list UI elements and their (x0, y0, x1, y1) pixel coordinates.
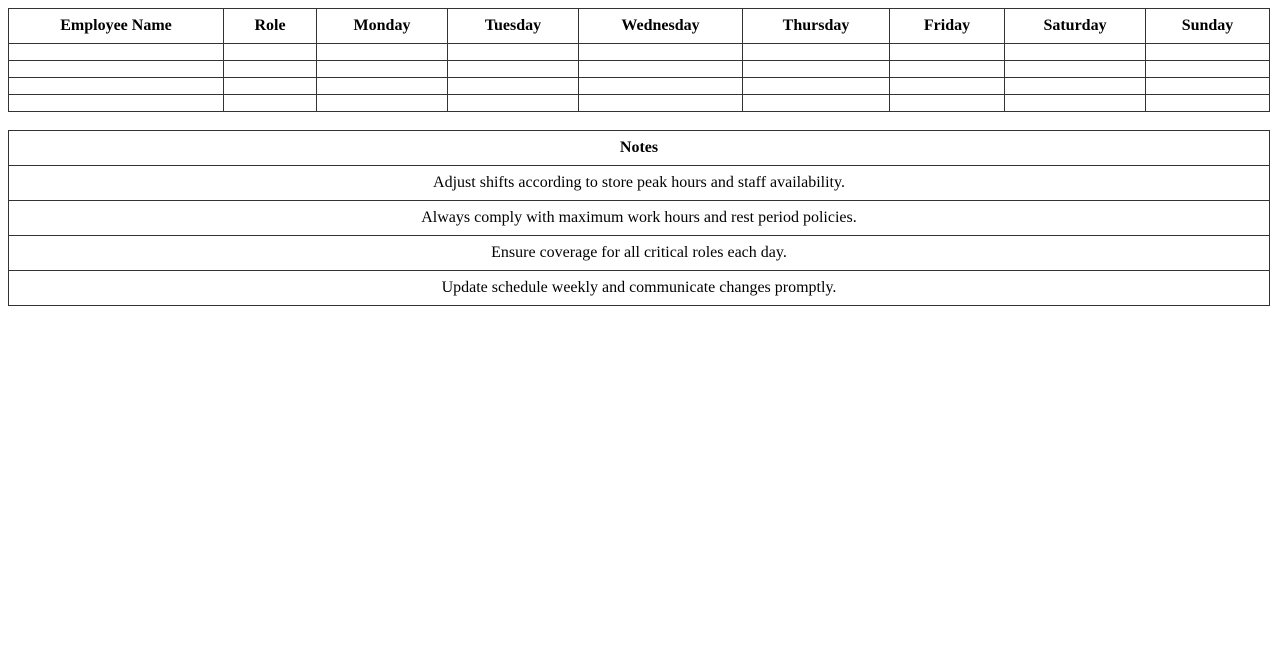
schedule-header-row (9, 9, 1270, 44)
table-cell[interactable] (317, 44, 448, 61)
list-item (9, 271, 1270, 306)
table-cell[interactable] (9, 78, 224, 95)
column-header-employee-name: Employee Name (9, 9, 224, 44)
table-cell[interactable] (743, 61, 890, 78)
list-item (9, 236, 1270, 271)
table-cell[interactable] (579, 95, 743, 112)
column-header-tuesday: Tuesday (448, 9, 579, 44)
column-header-thursday: Thursday (743, 9, 890, 44)
list-item (9, 201, 1270, 236)
table-cell[interactable] (224, 61, 317, 78)
column-header-friday: Friday (890, 9, 1005, 44)
notes-table (8, 130, 1270, 306)
note-text: Ensure coverage for all critical roles each day. (9, 236, 1270, 271)
table-cell[interactable] (224, 44, 317, 61)
note-text: Always comply with maximum work hours and rest period policies. (9, 201, 1270, 236)
table-cell[interactable] (9, 61, 224, 78)
table-cell[interactable] (1005, 95, 1146, 112)
list-item (9, 166, 1270, 201)
table-cell[interactable] (890, 95, 1005, 112)
column-header-role: Role (224, 9, 317, 44)
table-cell[interactable] (743, 95, 890, 112)
table-cell[interactable] (579, 44, 743, 61)
table-cell[interactable] (1146, 44, 1270, 61)
table-cell[interactable] (579, 78, 743, 95)
table-cell[interactable] (890, 61, 1005, 78)
table-cell[interactable] (1005, 61, 1146, 78)
table-cell[interactable] (448, 78, 579, 95)
table-cell[interactable] (890, 44, 1005, 61)
table-cell[interactable] (448, 95, 579, 112)
table-row (9, 61, 1270, 78)
table-cell[interactable] (448, 61, 579, 78)
table-cell[interactable] (890, 78, 1005, 95)
table-cell[interactable] (317, 78, 448, 95)
column-header-monday: Monday (317, 9, 448, 44)
note-text: Update schedule weekly and communicate changes promptly. (9, 271, 1270, 306)
table-cell[interactable] (224, 95, 317, 112)
table-cell[interactable] (579, 61, 743, 78)
table-cell[interactable] (317, 95, 448, 112)
table-cell[interactable] (1146, 95, 1270, 112)
column-header-wednesday: Wednesday (579, 9, 743, 44)
table-cell[interactable] (448, 44, 579, 61)
table-cell[interactable] (1005, 78, 1146, 95)
column-header-saturday: Saturday (1005, 9, 1146, 44)
table-cell[interactable] (1146, 78, 1270, 95)
table-cell[interactable] (224, 78, 317, 95)
table-row (9, 44, 1270, 61)
schedule-table (8, 8, 1270, 112)
column-header-sunday: Sunday (1146, 9, 1270, 44)
table-cell[interactable] (743, 78, 890, 95)
table-row (9, 95, 1270, 112)
notes-header-row (9, 131, 1270, 166)
table-cell[interactable] (743, 44, 890, 61)
table-row (9, 78, 1270, 95)
notes-heading: Notes (9, 131, 1270, 166)
table-cell[interactable] (9, 95, 224, 112)
table-cell[interactable] (317, 61, 448, 78)
table-cell[interactable] (9, 44, 224, 61)
table-cell[interactable] (1005, 44, 1146, 61)
table-cell[interactable] (1146, 61, 1270, 78)
note-text: Adjust shifts according to store peak hours and staff availability. (9, 166, 1270, 201)
